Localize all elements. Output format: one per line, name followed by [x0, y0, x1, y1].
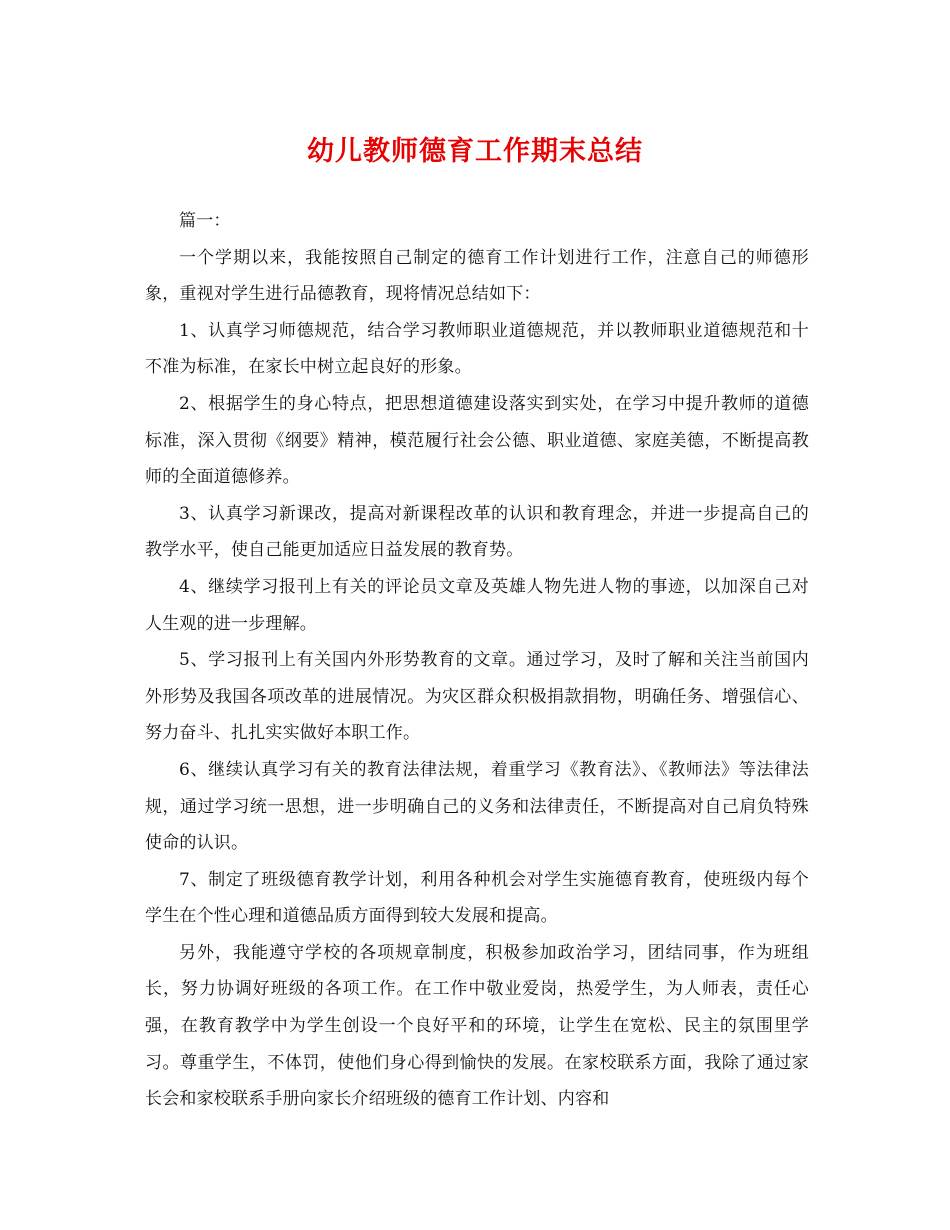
section-heading: 篇一：	[179, 211, 231, 231]
document-body	[145, 203, 809, 1118]
list-item-5: 5、学习报刊上有关国内外形势教育的文章。通过学习，及时了解和关注当前国内外形势及我国各项改革的进展情况。为灾区群众积极捐款捐物，明确任务、增强信心、努力奋斗、扎扎实实做好本职工作。	[145, 650, 809, 744]
list-item-7: 7、制定了班级德育教学计划，利用各种机会对学生实施德育教育，使班级内每个学生在个性心理和道德品质方面得到较大发展和提高。	[145, 869, 809, 927]
closing-paragraph: 另外，我能遵守学校的各项规章制度，积极参加政治学习，团结同事，作为班组长，努力协调好班级的各项工作。在工作中敬业爱岗，热爱学生，为人师表，责任心强，在教育教学中为学生创设一个良好平和的环境，让学生在宽松、民主的氛围里学习。尊重学生，不体罚，使他们身心得到愉快的发展。在家校联系方面，我除了通过家长会和家校联系手册向家长介绍班级的德育工作计划、内容和	[145, 942, 809, 1110]
list-item-3: 3、认真学习新课改，提高对新课程改革的认识和教育理念，并进一步提高自己的教学水平，使自己能更加适应日益发展的教育势。	[145, 503, 809, 561]
list-item-2: 2、根据学生的身心特点，把思想道德建设落实到实处，在学习中提升教师的道德标准，深入贯彻《纲要》精神，模范履行社会公德、职业道德、家庭美德，不断提高教师的全面道德修养。	[145, 393, 809, 488]
list-item-1: 1、认真学习师德规范，结合学习教师职业道德规范，并以教师职业道德规范和十不准为标准，在家长中树立起良好的形象。	[145, 320, 809, 378]
list-item-6: 6、继续认真学习有关的教育法律法规，着重学习《教育法》、《教师法》等法律法规，通过学习统一思想，进一步明确自己的义务和法律责任，不断提高对自己肩负特殊使命的认识。	[145, 759, 809, 854]
document-title: 幼儿教师德育工作期末总结	[307, 136, 643, 167]
list-item-4: 4、继续学习报刊上有关的评论员文章及英雄人物先进人物的事迹，以加深自己对人生观的进一步理解。	[145, 576, 809, 634]
intro-paragraph: 一个学期以来，我能按照自己制定的德育工作计划进行工作，注意自己的师德形象，重视对学生进行品德教育，现将情况总结如下：	[145, 247, 809, 305]
